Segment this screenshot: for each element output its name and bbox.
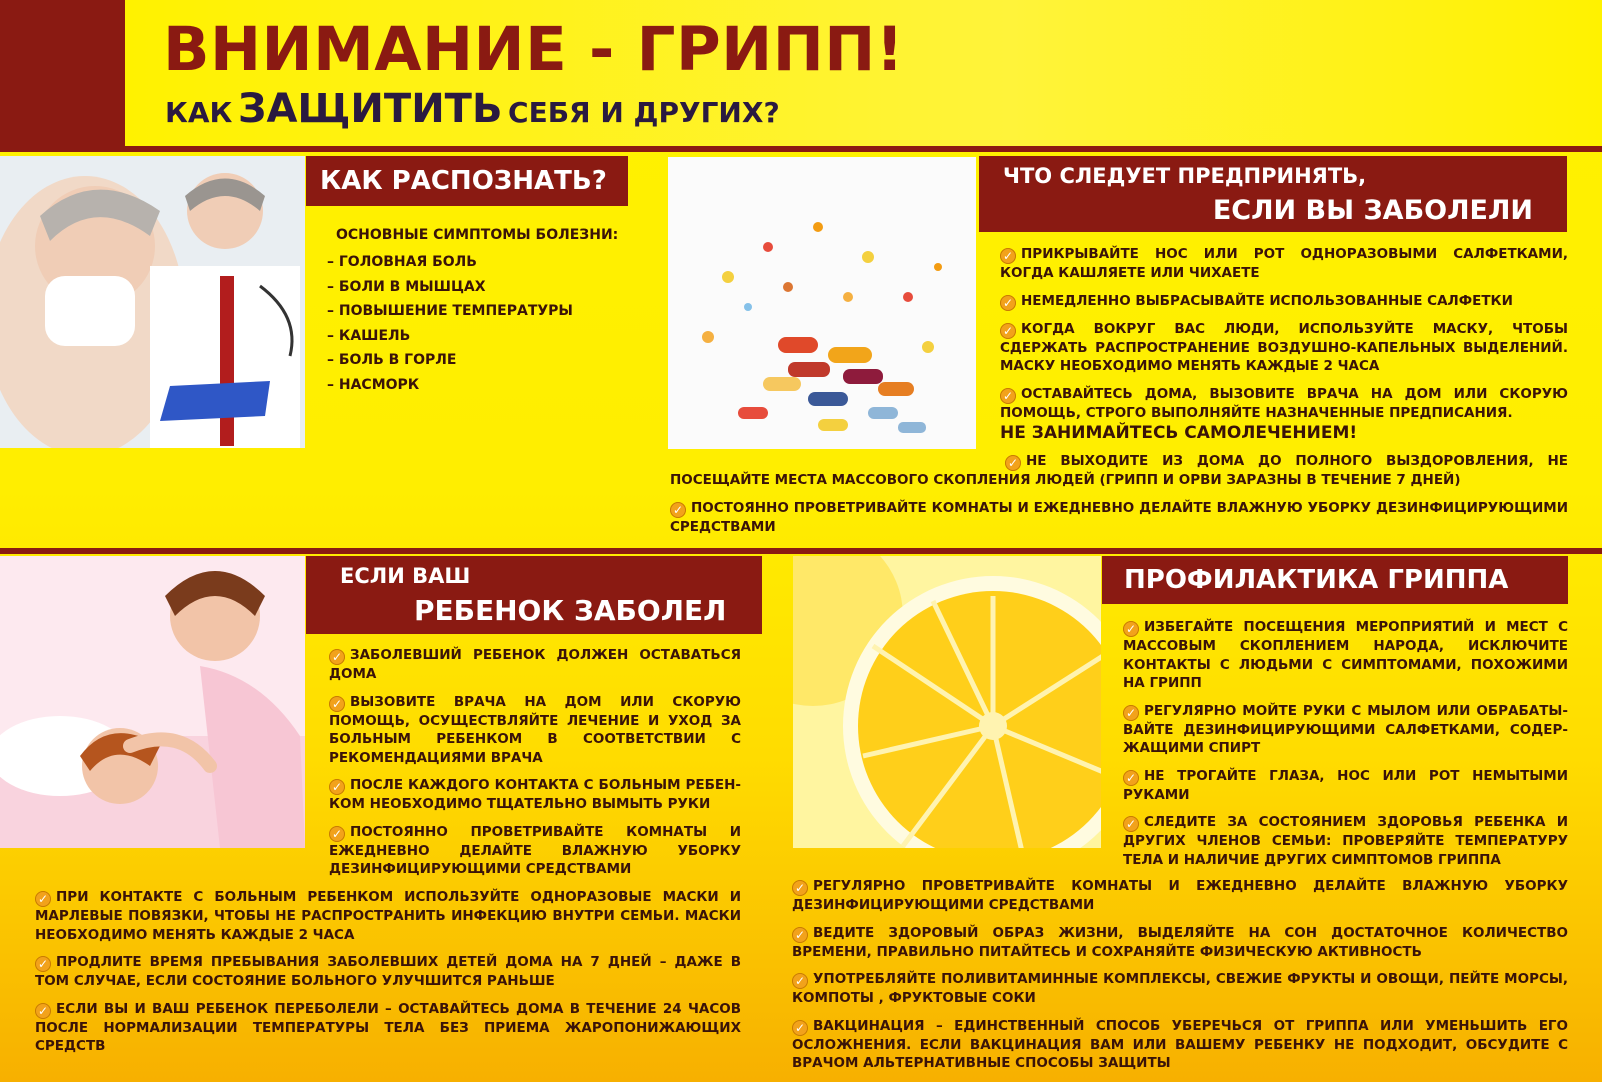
child-items: [329, 646, 741, 888]
check-circle-icon: ✓: [1123, 816, 1139, 832]
check-circle-icon: ✓: [329, 779, 345, 795]
check-circle-icon: ✓: [1123, 705, 1139, 721]
header-left-block: [0, 0, 125, 150]
self-treatment-warning: НЕ ЗАНИМАЙТЕСЬ САМОЛЕЧЕНИЕМ!: [1000, 423, 1358, 443]
check-circle-icon: ✓: [329, 649, 345, 665]
lemon-photo: [793, 556, 1101, 848]
symptom-item: – БОЛИ В МЫШЦАХ: [327, 278, 486, 295]
list-item: ✓ НЕ ВЫХОДИТЕ ИЗ ДОМА ДО ПОЛНОГО ВЫЗДОРОВЛЕНИЯ, НЕ ПОСЕЩАЙТЕ МЕСТА МАССОВОГО СКОПЛЕНИЯ ЛЮДЕЙ (ГРИПП И ОРВИ ЗАРАЗНЫ В ТЕЧЕНИЕ 7 ДНЕЙ): [670, 453, 1568, 488]
subtitle-small: КАК: [165, 96, 233, 129]
list-item: ✓ РЕГУЛЯРНО ПРОВЕТРИВАЙТЕ КОМНАТЫ И ЕЖЕДНЕВНО ДЕЛАЙТЕ ВЛАЖНУЮ УБОРКУ ДЕЗИНФИЦИРУЮЩИМИ СРЕДСТВАМИ: [792, 878, 1568, 913]
symptom-item: – ГОЛОВНАЯ БОЛЬ: [327, 254, 477, 270]
mother-child-photo: [0, 556, 305, 848]
header-bottom-line: [0, 146, 1602, 152]
subtitle-rest: СЕБЯ И ДРУГИХ?: [508, 96, 780, 129]
check-circle-icon: ✓: [35, 956, 51, 972]
page-title: ВНИМАНИЕ - ГРИПП!: [163, 14, 905, 85]
sick-wide-items: [670, 452, 1568, 545]
page-subtitle: [165, 86, 780, 132]
prevention-items: [1123, 618, 1568, 878]
list-item: ✓ ВАКЦИНАЦИЯ – ЕДИНСТВЕННЫЙ СПОСОБ УБЕРЕЧЬСЯ ОТ ГРИППА ИЛИ УМЕНЬШИТЬ ЕГО ОСЛОЖНЕНИЯ. ЕСЛИ ВАКЦИНАЦИЯ ВАМ ИЛИ ВАШЕМУ РЕБЕНКУ НЕ ПОДХОДИТ, ОБСУДИТЕ С ВРАЧОМ АЛЬТЕРНАТИВНЫЕ СПОСОБЫ ЗАЩИТЫ: [792, 1017, 1568, 1071]
symptom-item: – БОЛЬ В ГОРЛЕ: [327, 352, 457, 368]
list-item: ✓ ИЗБЕГАЙТЕ ПОСЕЩЕНИЯ МЕРОПРИЯТИЙ И МЕСТ С МАССОВЫМ СКОПЛЕНИЕМ НАРОДА, ИСКЛЮЧИТЕ КОНТАКТЫ С ЛЮДЬМИ С СИМПТОМАМИ, ПОХОЖИМИ НА ГРИПП: [1123, 619, 1568, 691]
child-heading-line1: ЕСЛИ ВАШ: [340, 564, 471, 588]
doctor-patient-photo: [0, 156, 305, 448]
recognize-heading: КАК РАСПОЗНАТЬ?: [306, 156, 628, 206]
check-circle-icon: ✓: [792, 927, 808, 943]
symptoms-intro: ОСНОВНЫЕ СИМПТОМЫ БОЛЕЗНИ:: [336, 227, 619, 243]
list-item: ✓ ВЫЗОВИТЕ ВРАЧА НА ДОМ ИЛИ СКОРУЮ ПОМОЩЬ, ОСУЩЕСТВЛЯЙТЕ ЛЕЧЕНИЕ И УХОД ЗА БОЛЬНЫМ РЕБЕНКОМ В СООТВЕТСТВИИ С РЕКОМЕНДАЦИЯМИ ВРАЧА: [329, 693, 741, 766]
row-divider: [0, 548, 1602, 554]
list-item: ✓ СЛЕДИТЕ ЗА СОСТОЯНИЕМ ЗДОРОВЬЯ РЕБЕНКА И ДРУГИХ ЧЛЕНОВ СЕМЬИ: ПРОВЕРЯЙТЕ ТЕМПЕРАТУРУ ТЕЛА И НАЛИЧИЕ ДРУГИХ СИМПТОМОВ ГРИППА: [1123, 814, 1568, 868]
list-item: ✓ ОСТАВАЙТЕСЬ ДОМА, ВЫЗОВИТЕ ВРАЧА НА ДОМ ИЛИ СКОРУЮ ПОМОЩЬ, СТРОГО ВЫПОЛНЯЙТЕ НАЗНАЧЕННЫЕ ПРЕДПИСАНИЯ.: [1000, 385, 1568, 421]
list-item: ✓ НЕМЕДЛЕННО ВЫБРАСЫВАЙТЕ ИСПОЛЬЗОВАННЫЕ САЛФЕТКИ: [1000, 292, 1568, 311]
child-wide-items: [35, 888, 741, 1065]
check-circle-icon: ✓: [670, 502, 686, 518]
symptom-item: – КАШЕЛЬ: [327, 327, 411, 344]
check-circle-icon: ✓: [329, 696, 345, 712]
list-item: ✓ ПРИКРЫВАЙТЕ НОС ИЛИ РОТ ОДНОРАЗОВЫМИ САЛФЕТКАМИ, КОГДА КАШЛЯЕТЕ ИЛИ ЧИХАЕТЕ: [1000, 246, 1568, 281]
list-item: ✓ РЕГУЛЯРНО МОЙТЕ РУКИ С МЫЛОМ ИЛИ ОБРАБАТЫ-ВАЙТЕ ДЕЗИНФИЦИРУЮЩИМИ САЛФЕТКАМИ, СОДЕР-ЖАЩИМИ СПИРТ: [1123, 702, 1568, 756]
check-circle-icon: ✓: [1123, 621, 1139, 637]
list-item: ✓ ЕСЛИ ВЫ И ВАШ РЕБЕНОК ПЕРЕБОЛЕЛИ – ОСТАВАЙТЕСЬ ДОМА В ТЕЧЕНИЕ 24 ЧАСОВ ПОСЛЕ НОРМАЛИЗАЦИИ ТЕМПЕРАТУРЫ ТЕЛА БЕЗ ПРИЕМА ЖАРОПОНИЖАЮЩИХ СРЕДСТВ: [35, 1000, 741, 1054]
list-item: ✓ ПОСТОЯННО ПРОВЕТРИВАЙТЕ КОМНАТЫ И ЕЖЕДНЕВНО ДЕЛАЙТЕ ВЛАЖНУЮ УБОРКУ ДЕЗИНФИЦИРУЮЩИМИ СРЕДСТВАМИ: [329, 823, 741, 877]
list-item: ✓ ПОСТОЯННО ПРОВЕТРИВАЙТЕ КОМНАТЫ И ЕЖЕДНЕВНО ДЕЛАЙТЕ ВЛАЖНУЮ УБОРКУ ДЕЗИНФИЦИРУЮЩИМИ СРЕДСТВАМИ: [670, 499, 1568, 535]
check-circle-icon: ✓: [792, 973, 808, 989]
child-heading-line2: РЕБЕНОК ЗАБОЛЕЛ: [414, 594, 727, 627]
symptom-item: – ПОВЫШЕНИЕ ТЕМПЕРАТУРЫ: [327, 303, 573, 319]
check-circle-icon: ✓: [1000, 323, 1016, 339]
list-item: ✓ ПРОДЛИТЕ ВРЕМЯ ПРЕБЫВАНИЯ ЗАБОЛЕВШИХ ДЕТЕЙ ДОМА НА 7 ДНЕЙ – ДАЖЕ В ТОМ СЛУЧАЕ, ЕСЛИ СОСТОЯНИЕ БОЛЬНОГО УЛУЧШИТСЯ РАНЬШЕ: [35, 954, 741, 989]
list-item: ✓ ПРИ КОНТАКТЕ С БОЛЬНЫМ РЕБЕНКОМ ИСПОЛЬЗУЙТЕ ОДНОРАЗОВЫЕ МАСКИ И МАРЛЕВЫЕ ПОВЯЗКИ, ЧТОБЫ НЕ РАСПРОСТРАНИТЬ ИНФЕКЦИЮ ВНУТРИ СЕМЬИ. МАСКИ НЕОБХОДИМО МЕНЯТЬ КАЖДЫЕ 2 ЧАСА: [35, 889, 741, 943]
check-circle-icon: ✓: [1000, 248, 1016, 264]
symptom-item: – НАСМОРК: [327, 376, 420, 393]
check-circle-icon: ✓: [1000, 388, 1016, 404]
pills-photo: [668, 157, 976, 449]
sick-heading-line2: ЕСЛИ ВЫ ЗАБОЛЕЛИ: [1212, 195, 1533, 226]
prevention-heading: ПРОФИЛАКТИКА ГРИППА: [1102, 556, 1568, 604]
check-circle-icon: ✓: [1005, 455, 1021, 471]
check-circle-icon: ✓: [35, 1003, 51, 1019]
check-circle-icon: ✓: [792, 1020, 808, 1036]
list-item: ✓ ВЕДИТЕ ЗДОРОВЫЙ ОБРАЗ ЖИЗНИ, ВЫДЕЛЯЙТЕ НА СОН ДОСТАТОЧНОЕ КОЛИЧЕСТВО ВРЕМЕНИ, ПРАВИЛЬНО ПИТАЙТЕСЬ И СОХРАНЯЙТЕ ФИЗИЧЕСКУЮ АКТИВНОСТЬ: [792, 924, 1568, 960]
list-item: ✓ ПОСЛЕ КАЖДОГО КОНТАКТА С БОЛЬНЫМ РЕБЕН-КОМ НЕОБХОДИМО ТЩАТЕЛЬНО ВЫМЫТЬ РУКИ: [329, 777, 741, 812]
child-heading-bar: [306, 556, 762, 634]
list-item: ✓ УПОТРЕБЛЯЙТЕ ПОЛИВИТАМИННЫЕ КОМПЛЕКСЫ, СВЕЖИЕ ФРУКТЫ И ОВОЩИ, ПЕЙТЕ МОРСЫ, КОМПОТЫ , ФРУКТОВЫЕ СОКИ: [792, 971, 1568, 1006]
check-circle-icon: ✓: [792, 880, 808, 896]
check-circle-icon: ✓: [329, 826, 345, 842]
sick-items: [1000, 245, 1568, 450]
list-item: ✓ НЕ ТРОГАЙТЕ ГЛАЗА, НОС ИЛИ РОТ НЕМЫТЫМИ РУКАМИ: [1123, 767, 1568, 803]
check-circle-icon: ✓: [1000, 295, 1016, 311]
sick-heading-bar: [979, 156, 1567, 232]
sick-heading-line1: ЧТО СЛЕДУЕТ ПРЕДПРИНЯТЬ,: [1003, 164, 1367, 188]
prevention-wide-items: [792, 877, 1568, 1082]
symptoms-list: [327, 250, 627, 397]
list-item: ✓ ЗАБОЛЕВШИЙ РЕБЕНОК ДОЛЖЕН ОСТАВАТЬСЯ ДОМА: [329, 647, 741, 682]
check-circle-icon: ✓: [35, 891, 51, 907]
list-item: ✓ КОГДА ВОКРУГ ВАС ЛЮДИ, ИСПОЛЬЗУЙТЕ МАСКУ, ЧТОБЫ СДЕРЖАТЬ РАСПРОСТРАНЕНИЕ ВОЗДУШНО-КАПЕЛЬНЫХ ВЫДЕЛЕНИЙ. МАСКУ НЕОБХОДИМО МЕНЯТЬ КАЖДЫЕ 2 ЧАСА: [1000, 320, 1568, 374]
check-circle-icon: ✓: [1123, 770, 1139, 786]
subtitle-big: ЗАЩИТИТЬ: [238, 86, 503, 132]
